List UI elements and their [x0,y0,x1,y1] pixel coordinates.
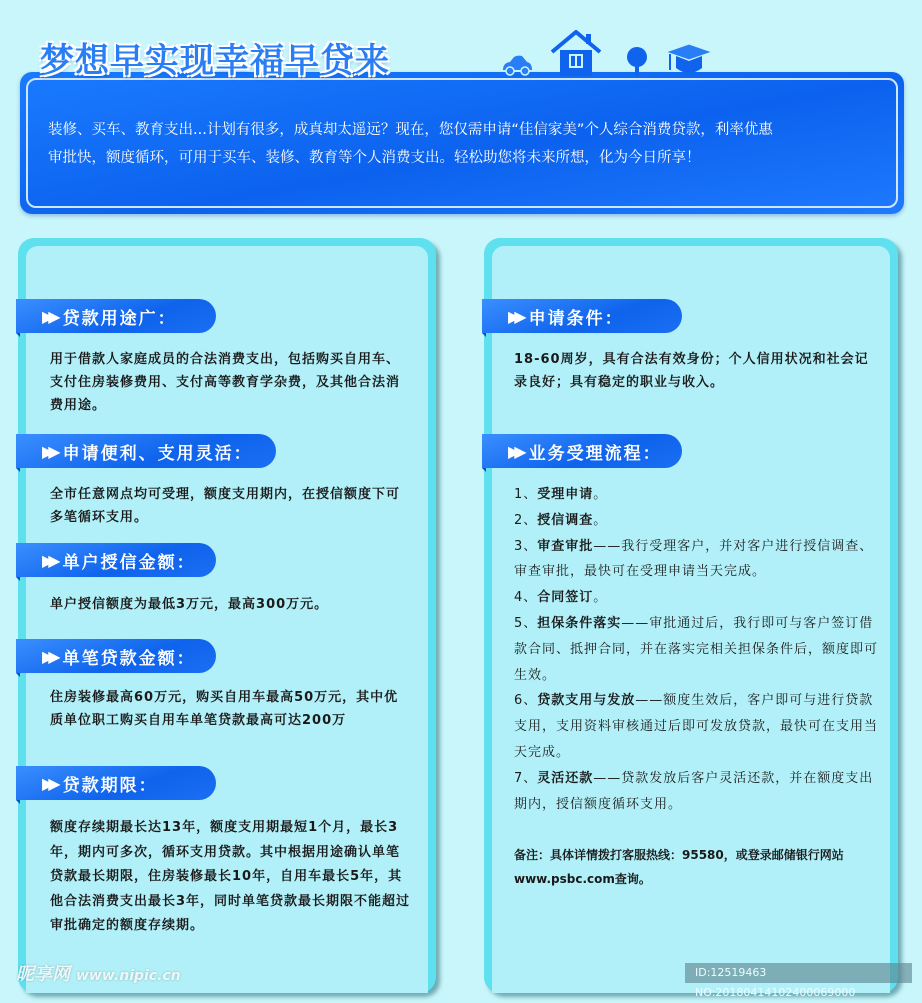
car-icon [500,54,534,76]
process-step: 1、受理申请。 [514,487,608,502]
section-body-eligibility: 18-60周岁，具有合法有效身份；个人信用状况和社会记录良好；具有稳定的职业与收入。 [514,352,869,390]
section-body-loan-purpose: 用于借款人家庭成员的合法消费支出，包括购买自用车、支付住房装修费用、支付高等教育学杂费，及其他合法消费用途。 [50,352,401,413]
section-body-loan-term: 额度存续期最长达13年，额度支用期最短1个月，最长3年，期内可多次，循环支用贷款。其中根据用途确认单笔贷款最长期限，住房装修最长10年，自用车最长5年，其他合法消费支出最长3年，同时单笔贷款最长期限不能超过审批确定的额度存续期。 [50,820,411,933]
process-step: 6、贷款支用与发放——额度生效后，客户即可与进行贷款支用，支用资料审核通过后即可发放贷款，最快可在支用当天完成。 [514,693,879,760]
section-title: 单户授信金额： [62,552,196,573]
banner-line-2: 审批快，额度循环，可用于买车、装修、教育等个人消费支出。轻松助您将未来所想，化为今日所享！ [48,150,701,166]
process-steps-list [514,482,884,817]
tree-icon [624,46,650,76]
section-body-single-loan-amount: 住房装修最高60万元，购买自用车最高50万元，其中优质单位职工购买自用车单笔贷款最高可达200万 [50,690,399,728]
watermark-site-name: 昵享网 [16,964,70,985]
section-body-convenience: 全市任意网点均可受理，额度支用期内，在授信额度下可多笔循环支用。 [50,487,401,525]
title-part-1: 梦想早实现 [40,41,215,81]
section-header-single-loan-amount [16,639,216,673]
header-icons [500,28,720,76]
section-title: 单笔贷款金额： [62,648,196,669]
section-title: 申请便利、支用灵活： [62,443,253,464]
section-title: 申请条件： [528,308,624,329]
graduation-cap-icon [664,42,714,76]
section-header-process [482,434,682,468]
header-title [40,36,390,86]
section-header-convenience [16,434,276,468]
title-part-2: 幸福早贷来 [215,41,390,81]
double-chevron-right-icon: ▶▶ [42,550,55,570]
section-title: 贷款用途广： [62,308,177,329]
banner-line-1: 装修、买车、教育支出...计划有很多，成真却太遥远？现在，您仅需申请“佳信家美”个人综合消费贷款，利率优惠 [48,122,773,138]
intro-banner [20,72,904,214]
footnote-line-1: 备注：具体详情拨打客服热线：95580，或登录邮储银行网站 [514,848,844,862]
double-chevron-right-icon: ▶▶ [42,441,55,461]
footnote [514,843,884,891]
double-chevron-right-icon: ▶▶ [508,306,521,326]
process-step: 4、合同签订。 [514,590,608,606]
process-step: 3、审查审批——我行受理客户，并对客户进行授信调查、审查审批，最快可在受理申请当天完成。 [514,538,874,580]
process-step: 2、授信调查。 [514,512,608,528]
process-step: 5、担保条件落实——审批通过后，我行即可与客户签订借款合同、抵押合同，并在落实完相关担保条件后，额度即可生效。 [514,615,879,683]
watermark-id: ID:12519463 NO:20180414102400069000 [685,963,912,983]
double-chevron-right-icon: ▶▶ [42,306,55,326]
house-icon [550,30,602,76]
process-step: 7、灵活还款——贷款发放后客户灵活还款，并在额度支出期内，授信额度循环支用。 [514,770,874,812]
section-header-credit-amount [16,543,216,577]
section-title: 业务受理流程： [528,443,662,464]
section-body-credit-amount: 单户授信额度为最低3万元，最高300万元。 [50,597,329,612]
section-header-eligibility [482,299,682,333]
double-chevron-right-icon: ▶▶ [42,646,55,666]
footnote-line-2: www.psbc.com查询。 [514,872,651,886]
watermark-site-url: www.nipic.cn [76,968,181,984]
section-header-loan-purpose [16,299,216,333]
double-chevron-right-icon: ▶▶ [42,773,55,793]
banner-text [48,116,888,172]
watermark-site [16,960,181,986]
double-chevron-right-icon: ▶▶ [508,441,521,461]
section-title: 贷款期限： [62,775,158,796]
section-header-loan-term [16,766,216,800]
